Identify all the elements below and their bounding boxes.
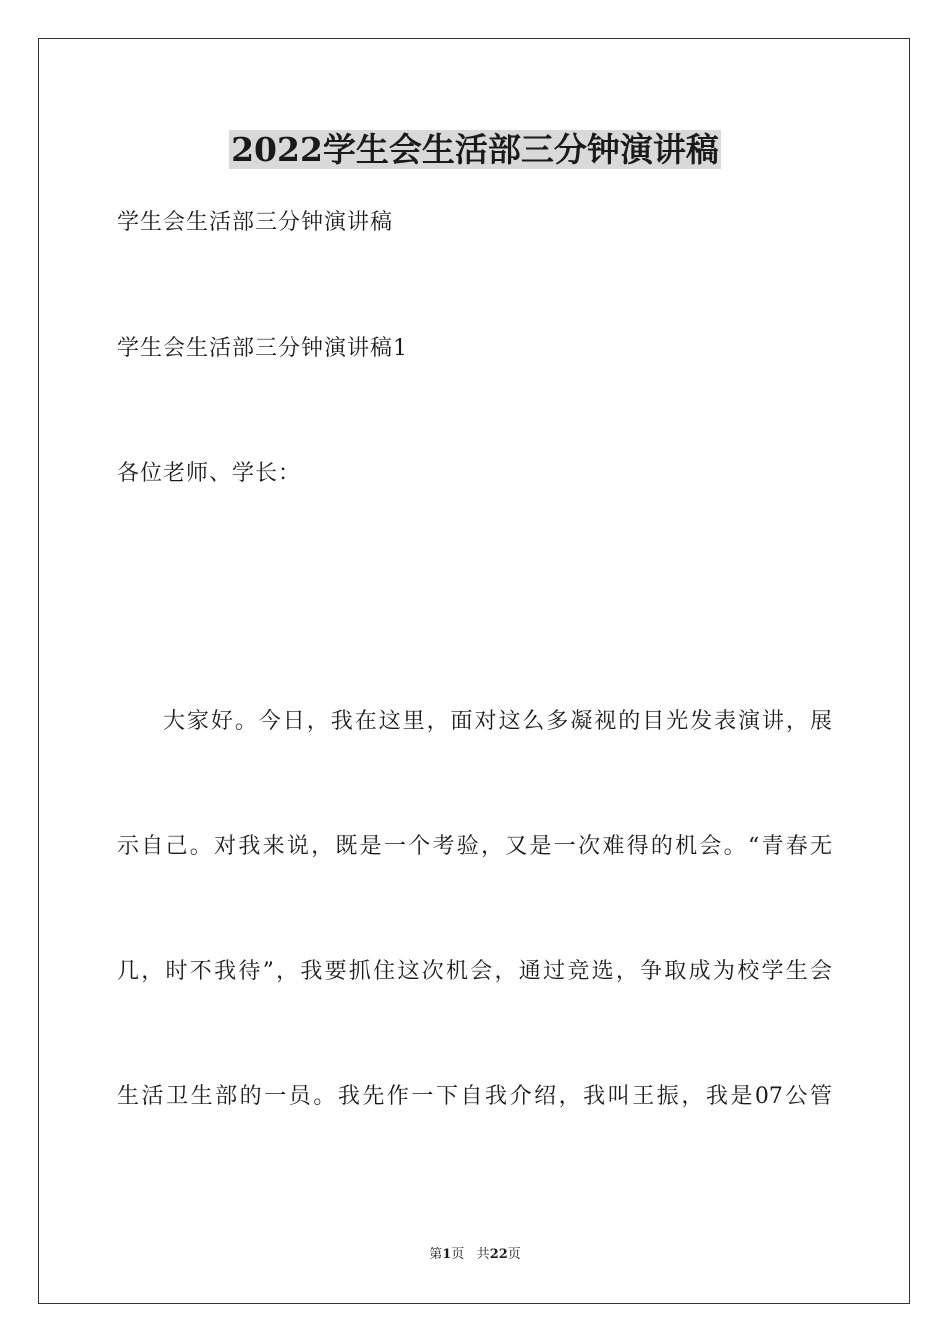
- page-prefix: 第: [429, 1247, 443, 1262]
- total-suffix: 页: [507, 1247, 521, 1262]
- section-heading: 学生会生活部三分钟演讲稿1: [117, 336, 408, 361]
- paragraph-line: 几，时不我待”，我要抓住这次机会，通过竞选，争取成为校学生会: [117, 959, 832, 984]
- page-total: 22: [489, 1247, 508, 1262]
- salutation: 各位老师、学长：: [117, 461, 302, 486]
- paragraph-line: 示自己。对我来说，既是一个考验，又是一次难得的机会。“青春无: [117, 834, 832, 859]
- document-subtitle: 学生会生活部三分钟演讲稿: [117, 210, 394, 235]
- paragraph-line: 生活卫生部的一员。我先作一下自我介绍，我叫王振，我是07公管: [117, 1084, 832, 1109]
- page-footer: [0, 1246, 950, 1264]
- page-current: 1: [442, 1247, 452, 1262]
- document-title: [0, 128, 950, 172]
- total-prefix: 共: [476, 1247, 490, 1262]
- page-suffix: 页: [451, 1247, 465, 1262]
- document-title-text: 2022学生会生活部三分钟演讲稿: [231, 130, 719, 169]
- paragraph-line: 大家好。今日，我在这里，面对这么多凝视的目光发表演讲，展: [163, 709, 832, 734]
